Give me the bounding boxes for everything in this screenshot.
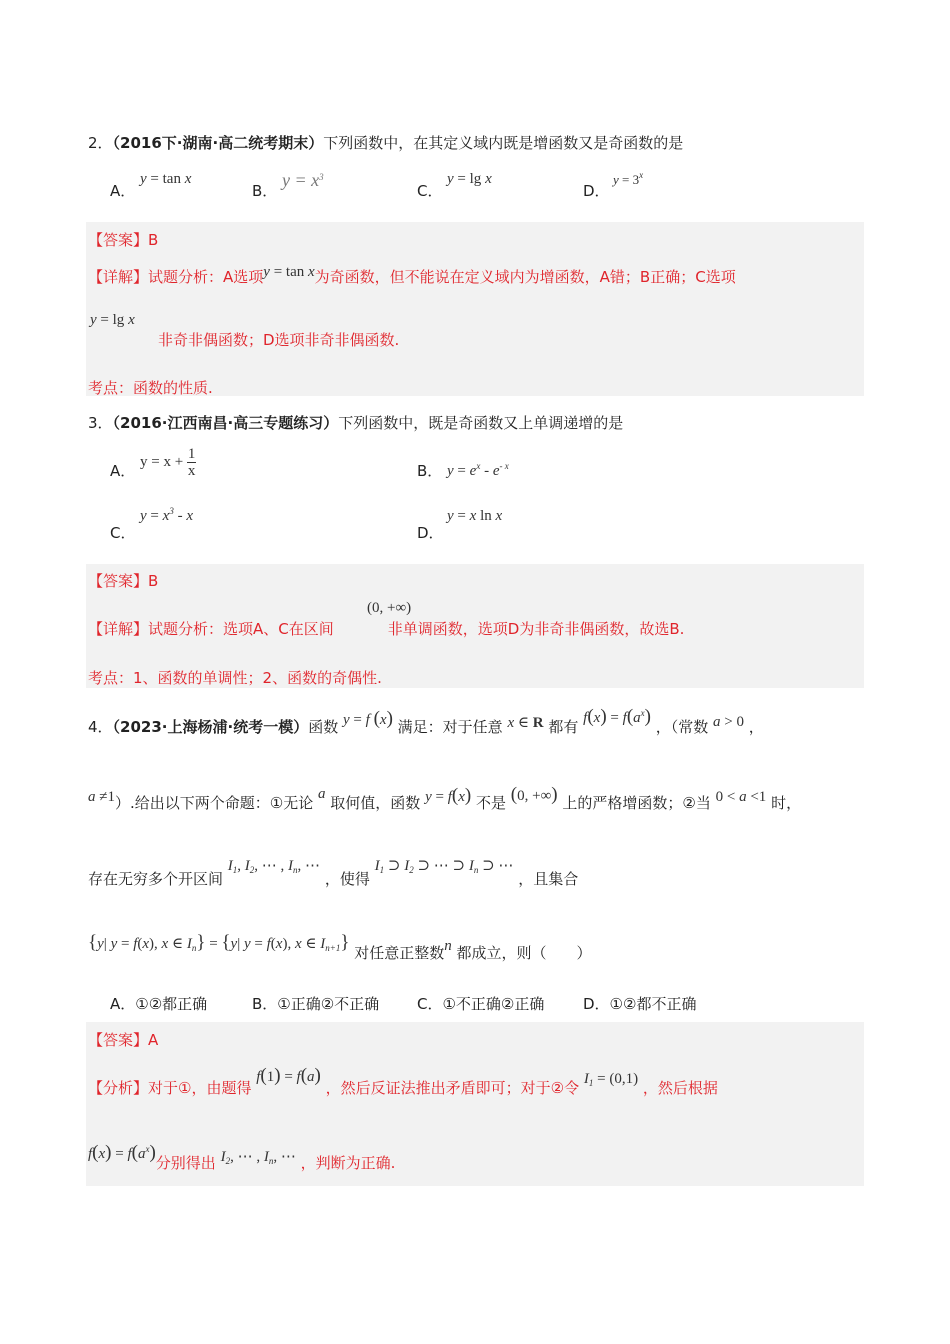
q3-option-b-formula: $y = e^x - e^{- x}$ <box>447 461 509 479</box>
q2-stem-line <box>88 132 683 153</box>
q3-option-a[interactable]: A． <box>110 462 136 480</box>
q2-option-d-formula: $y = 3^x$ <box>613 170 644 187</box>
q4-option-d[interactable]: D．①②都不正确 <box>583 995 697 1013</box>
q4-option-c[interactable]: C．①不正确②正确 <box>417 995 545 1013</box>
q2-number: 2． <box>88 134 113 152</box>
q2-detail-line-2: 非奇非偶函数；D选项非奇非偶函数. <box>158 331 400 349</box>
q3-answer-label: 【答案】 <box>88 572 149 590</box>
q4-line-4: {y| y = f(x), x ∈ $I_n\} = \{y|$ y = f(x), x ∈ $I_{n+1}$} 对任意正整数n 都成立，则（ ） <box>88 932 592 962</box>
q2-stem: 下列函数中，在其定义域内既是增函数又是奇函数的是 <box>323 134 684 152</box>
q2-detail-formula-c: y = lg x <box>90 312 135 328</box>
q2-option-a-formula: y = tan x <box>140 171 192 187</box>
q4-analysis-label: 【分析】 <box>88 1079 149 1097</box>
q2-option-b-formula: $y = x^3$ <box>282 170 324 190</box>
q4-analysis-line: 【分析】对于①，由题得 f(1) = f(a) ，然后反证法推出矛盾即可；对于②令 $I_1 = (0,1)$ ，然后根据 <box>88 1065 718 1097</box>
q3-option-d[interactable]: D． <box>417 524 444 542</box>
q2-option-c[interactable]: C． <box>417 182 443 200</box>
q3-option-c-formula: $y = x^3 - x$ <box>140 506 193 524</box>
q2-option-c-formula: y = lg x <box>447 171 492 187</box>
q3-option-d-formula: y = x ln x <box>447 508 503 524</box>
q4-source: （2023·上海杨浦·统考一模） <box>112 718 309 736</box>
q2-option-d[interactable]: D． <box>583 182 610 200</box>
q3-interval: (0, +∞) <box>367 600 412 616</box>
q3-stem-line <box>88 412 623 433</box>
q2-kaodian: 考点：函数的性质. <box>88 379 213 397</box>
q3-kaodian: 考点：1、函数的单调性；2、函数的奇偶性. <box>88 669 382 687</box>
q3-answer: B <box>148 572 159 590</box>
q4-option-a[interactable]: A．①②都正确 <box>110 995 208 1013</box>
q3-stem: 下列函数中，既是奇函数又上单调递增的是 <box>338 414 624 432</box>
q3-source: （2016·江西南昌·高三专题练习） <box>112 414 339 432</box>
q3-number: 3． <box>88 414 113 432</box>
q4-line-2: a ≠1）.给出以下两个命题：①无论 a 取何值，函数 y = f(x) 不是 (0, +∞) 上的严格增函数；②当 0 < a <1 时， <box>88 784 802 812</box>
q2-answer-label: 【答案】 <box>88 231 149 249</box>
q2-answer-box <box>86 222 864 396</box>
q4-analysis-line-2: $f(x) = f(a^x)$分别得出 $I_2$, ⋯ , $I_n$, ⋯ ，判断为正确. <box>88 1142 396 1172</box>
q2-answer-line <box>88 229 158 250</box>
q2-detail-line: 【详解】试题分析：A选项y = tan x为奇函数，但不能说在定义域内为增函数，A错；B正确；C选项 <box>88 264 736 286</box>
q4-line-3: 存在无穷多个开区间 $I_1$, $I_2$, ⋯ , $I_n$, ⋯ ，使得 $I_1$ ⊃ $I_2$ ⊃ ⋯ ⊃ $I_n$ ⊃ ⋯ ，且集合 <box>88 858 579 888</box>
q3-option-b[interactable]: B． <box>417 462 443 480</box>
q3-detail-label: 【详解】 <box>88 620 149 638</box>
q4-answer-label: 【答案】 <box>88 1031 149 1049</box>
q3-answer-line <box>88 570 158 591</box>
q3-option-c[interactable]: C． <box>110 524 136 542</box>
q3-option-a-formula: y = x + $\frac{1}{x}$ <box>140 446 196 479</box>
q2-detail-label: 【详解】 <box>88 268 149 286</box>
q4-line-1: 4．（2023·上海杨浦·统考一模）函数 y = f (x) 满足：对于任意 x ∈ R 都有 $f(x) = f(a^x)$ ，（常数 a > 0 ， <box>88 706 764 736</box>
q2-source: （2016下·湖南·高二统考期末） <box>112 134 324 152</box>
q2-option-b[interactable]: B． <box>252 182 278 200</box>
q3-detail-line: 【详解】试题分析：选项A、C在区间 非单调函数，选项D为非奇非偶函数，故选B. <box>88 620 685 638</box>
q4-answer: A <box>148 1031 159 1049</box>
q2-answer: B <box>148 231 159 249</box>
q4-answer-line <box>88 1029 158 1050</box>
q4-option-b[interactable]: B．①正确②不正确 <box>252 995 380 1013</box>
q2-option-a[interactable]: A． <box>110 182 136 200</box>
q4-number: 4． <box>88 718 113 736</box>
